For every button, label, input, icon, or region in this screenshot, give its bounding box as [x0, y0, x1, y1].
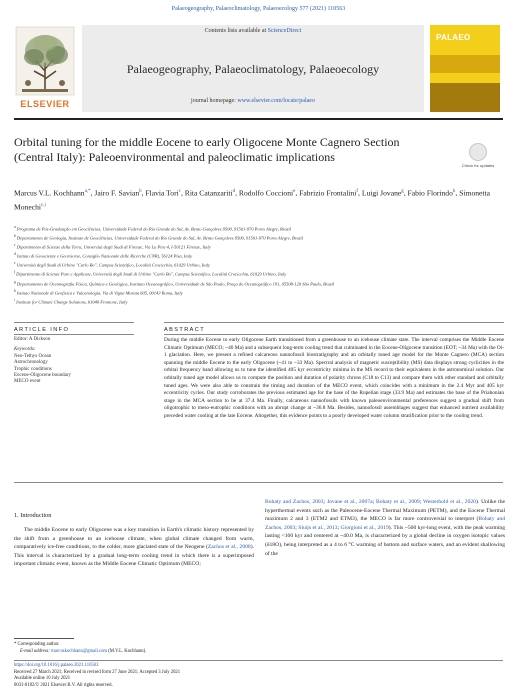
- reference-link[interactable]: Bohaty and Zachos, 2003: [265, 516, 505, 531]
- author-affiliation-marker[interactable]: c: [178, 189, 181, 194]
- author-affiliation-marker[interactable]: a,*: [84, 189, 91, 194]
- journal-header-box: [82, 25, 424, 112]
- author-name[interactable]: Fabrizio Frontalini: [299, 188, 357, 198]
- author-affiliation-marker[interactable]: g: [401, 189, 404, 194]
- email-line: [14, 649, 254, 656]
- author-affiliation-marker[interactable]: f: [356, 189, 359, 194]
- affiliation-item: [14, 269, 504, 278]
- affiliation-key: h: [14, 288, 16, 293]
- email-label: E-mail address:: [20, 648, 52, 654]
- introduction-left-column: [14, 526, 254, 569]
- affiliation-item: [14, 260, 504, 269]
- body-text: ;: [419, 499, 424, 505]
- keyword-item: Neo-Tethys Ocean: [14, 353, 52, 359]
- affiliation-key: i: [14, 297, 15, 302]
- affiliation-text: Departamento de Oceanografia Física, Química e Geológica, Instituto Oceanográfico, Universidade de São Paulo, Praça do Oceanográfico 191, 05508-120 São Paulo, Brazil: [15, 281, 335, 287]
- reference-link[interactable]: Westerhold et al., 2020: [423, 499, 476, 505]
- author-name[interactable]: Simonetta Monechi: [14, 188, 490, 212]
- sciencedirect-link[interactable]: ScienceDirect: [267, 28, 302, 34]
- body-text: ). This ~500 kyr-long event, with the peak warming lasting <100 kyr and centered at ~40.0 Ma, is characterized by a global decline in oxygen isotopic values (δ18O), being interpreted as a 4 to 6 °C warming of bottom and surface waters, and an evident shallowing of the: [265, 524, 506, 557]
- author-separator: ,: [180, 188, 185, 198]
- doi-link[interactable]: https://doi.org/10.1016/j.palaeo.2021.110563: [14, 663, 99, 668]
- affiliation-list: [14, 224, 504, 306]
- author-name[interactable]: Marcus V.L. Kochhann: [14, 188, 85, 198]
- affiliation-item: [14, 297, 504, 306]
- reference-link[interactable]: Bohaty and Zachos, 2003: [265, 499, 324, 505]
- homepage-prefix: journal homepage:: [191, 98, 238, 104]
- homepage-line: [82, 98, 424, 104]
- cover-photo-band: [430, 83, 500, 112]
- affiliation-item: [14, 224, 504, 233]
- author-affiliation-marker[interactable]: e: [293, 189, 296, 194]
- body-text: ). Unlike the hyperthermal events such as the Paleocene-Eocene Thermal Maximum (PETM), and the Eocene Thermal maximum 2 and 3 (ETM2 and ETM3), the MECO is far more controversial to interpret (: [265, 499, 505, 523]
- cover-label: PALAEO: [436, 33, 471, 42]
- corresponding-author-footnote: [14, 642, 254, 655]
- keyword-item: Eocene-Oligocene boundary: [14, 373, 72, 379]
- affiliation-text: Università degli Studi di Urbino "Carlo Bo", Campus Scientifico, Località Crocicchia, 61029 Urbino, Italy: [15, 262, 210, 268]
- affiliation-item: [14, 288, 504, 297]
- affiliation-item: [14, 251, 504, 260]
- email-owner: (M.V.L. Kochhann).: [107, 648, 147, 654]
- reference-link[interactable]: Sluijs et al., 2013: [298, 524, 338, 531]
- reference-link[interactable]: Giorgioni et al., 2019: [340, 524, 389, 531]
- body-text: ;: [337, 524, 341, 531]
- available-online: Available online 10 July 2021: [14, 676, 71, 682]
- cover-stripe: [430, 55, 500, 73]
- author-separator: ,: [358, 188, 362, 198]
- body-text: ;: [372, 499, 376, 505]
- introduction-right-column: [265, 498, 505, 558]
- elsevier-tree-logo: [14, 25, 76, 107]
- affiliation-item: [14, 279, 504, 288]
- journal-title[interactable]: Palaeogeography, Palaeoclimatology, Palaeoecology: [126, 62, 380, 76]
- body-text: ). This interval is characterized by a gradual long-term cooling trend in which there is a superimposed important climatic event, known as the Middle Eocene Climatic Optimum (MECO;: [14, 544, 254, 568]
- affiliation-key: d: [14, 252, 16, 257]
- check-for-updates-badge[interactable]: [458, 143, 498, 177]
- homepage-link[interactable]: www.elsevier.com/locate/palaeo: [237, 98, 315, 104]
- author-name[interactable]: Rita Catanzariti: [184, 188, 233, 198]
- affiliation-text: Istituto di Geoscienze e Georisorse, Consiglio Nazionale delle Ricerche (CNR), 56124 Pisa, Italy: [15, 253, 193, 259]
- footer-divider: [14, 660, 503, 661]
- divider-left: [14, 322, 134, 323]
- body-text: The middle Eocene to early Oligocene was a key transition in Earth's climatic history represented by the shift from a greenhouse to an icehouse climate, when global climate changed from warm, comparatively ice-free conditions, to the colder, more glaciated state of the Neogene (: [14, 527, 254, 551]
- elsevier-wordmark[interactable]: ELSEVIER: [20, 99, 70, 109]
- check-updates-label: Check for updates: [461, 163, 495, 168]
- affiliation-key: g: [14, 279, 16, 284]
- abstract-text: During the middle Eocene to early Oligocene Earth transitioned from a greenhouse to an icehouse climate state. The interval comprises the Middle Eocene Climatic Optimum (MECO; ~40 Ma) and a subsequent long-term cooling trend that culminated in the Eocene-Oligocene transition (EOT; ~34 Ma) with the Oi-1 glaciation. Here, we present a refined calcareous nannofossil biostratigraphy and an orbitally tuned age model for the Monte Cagnero (MCA) section spanning the middle Eocene to the early Oligocene (~41 to ~33 Ma). Spectral analysis of magnetic susceptibility (MS) data displays strong cyclicities in the orbital frequency band allowing us to tune the identified 405 kyr eccentricity minima in the MS record to their equivalents in the astronomical solution. Our orbitally tuned age model allows us to compute the position and duration of polarity chrons (C18 to C13) and compare them with other standard and orbitally tuned ages. We were also able to constrain the timing and duration of the MECO event, which coincides with a minimum in the 2.4 Myr and 405 kyr eccentricity cycles. Our study corroborates the previous estimated age for the base of the Rupelian stage (33.9 Ma) and estimates the base of the Priabonian stage in the MCA section to be at 37.4 Ma. Finally, calcareous nannofossils with known paleoenvironmental preferences suggest a gradual shift from oligotrophic to meso-eutrophic conditions with an abrupt change at ~36.8 Ma. Besides, nannofossil assemblages suggest that enhanced nutrient availability preceded water cooling at the late Eocene. Altogether, this evidence points to a poorly developed water column stratification prior to the cooling trend.: [164, 337, 504, 419]
- received-dates: Received 27 March 2021; Received in revised form 27 June 2021; Accepted 3 July 2021: [14, 669, 181, 675]
- keyword-item: Trophic conditions: [14, 366, 52, 372]
- affiliation-item: [14, 233, 504, 242]
- keywords-label: Keywords:: [14, 347, 36, 353]
- body-text: ;: [323, 499, 327, 505]
- affiliation-key: b: [14, 234, 16, 239]
- article-footer: [14, 663, 314, 689]
- author-affiliation-marker[interactable]: d: [232, 189, 236, 194]
- reference-link[interactable]: Bohaty et al., 2009: [375, 499, 420, 505]
- footnote-divider: [14, 638, 74, 639]
- contents-line: [82, 28, 424, 34]
- editor-line: Editor: A Dickson: [14, 337, 51, 342]
- author-separator: ,: [403, 188, 408, 198]
- author-separator: ,: [235, 188, 239, 198]
- article-info-panel: [14, 337, 124, 386]
- body-text: ;: [295, 524, 299, 531]
- author-name[interactable]: Fabio Florindo: [407, 188, 453, 198]
- author-name[interactable]: Luigi Jovane: [361, 188, 402, 198]
- author-separator: ,: [141, 188, 146, 198]
- author-separator: ,: [455, 188, 460, 198]
- affiliation-text: Dipartimento di Scienze Pure e Applicate, Università degli Studi di Urbino "Carlo Bo", Campus Scientifico, Località Crocicchia, 61029 Urbino, Italy: [15, 271, 287, 277]
- author-list: [14, 186, 504, 213]
- author-separator: ,: [90, 188, 95, 198]
- author-name[interactable]: Rodolfo Coccioni: [238, 188, 294, 198]
- author-affiliation-marker[interactable]: h: [452, 189, 456, 194]
- divider-right: [164, 322, 504, 323]
- copyright-line: 0031-0182/© 2021 Elsevier B.V. All rights reserved.: [14, 682, 113, 688]
- divider-left-2: [14, 334, 134, 335]
- header-divider: [14, 118, 503, 120]
- author-affiliation-marker[interactable]: b: [139, 189, 142, 194]
- affiliation-text: Dipartimento di Scienze della Terra, Università degli Studi di Firenze, Via La Pira 4, I-50121 Firenze, Italy: [15, 244, 211, 250]
- reference-link[interactable]: Jovane et al., 2007a: [326, 499, 373, 505]
- abstract-heading: ABSTRACT: [164, 327, 206, 333]
- author-affiliation-marker[interactable]: c,i: [41, 202, 46, 208]
- contents-prefix: Contents lists available at: [204, 28, 268, 34]
- keyword-item: Astrochronology: [14, 360, 48, 366]
- affiliation-key: a: [14, 225, 16, 229]
- author-separator: ,: [295, 188, 300, 198]
- affiliation-key: f: [14, 270, 15, 275]
- email-link[interactable]: marcuskochhann@gmail.com: [51, 648, 108, 654]
- author-name[interactable]: Flavia Tori: [145, 188, 179, 198]
- affiliation-key: e: [14, 261, 16, 266]
- article-info-heading: ARTICLE INFO: [14, 327, 70, 333]
- affiliation-text: Departamento de Geologia, Instituto de Geociências, Universidade Federal do Rio Grande do Sul, Av. Bento Gonçalves 9500, 91501-970 Porto Alegre, Brazil: [15, 235, 303, 241]
- keyword-list: [14, 354, 124, 386]
- journal-citation[interactable]: Palaeogeography, Palaeoclimatology, Palaeoecology 577 (2021) 110563: [171, 6, 346, 12]
- author-name[interactable]: Jairo F. Savian: [94, 188, 140, 198]
- abstract-bottom-rule: [14, 482, 503, 483]
- corresponding-author-line: * Corresponding author.: [14, 642, 60, 647]
- affiliation-key: c: [14, 243, 16, 248]
- affiliation-text: Programa de Pós-Graduação em Geociências, Universidade Federal do Rio Grande do Sul, Av. Bento Gonçalves 9500, 91501-970 Porto Alegre, Brazil: [15, 226, 292, 232]
- article-title: Orbital tuning for the middle Eocene to early Oligocene Monte Cagnero Section (Central Italy): Paleoenvironmental and paleoclimatic implications: [14, 135, 400, 164]
- divider-right-2: [164, 334, 504, 335]
- journal-cover-thumbnail[interactable]: [430, 25, 500, 112]
- affiliation-text: Institute for Climate Change Solutions, 61040 Frontone, Italy: [15, 299, 128, 305]
- affiliation-item: [14, 242, 504, 251]
- check-updates-icon: [469, 143, 487, 161]
- keyword-item: MECO event: [14, 379, 41, 385]
- introduction-heading: 1. Introduction: [14, 512, 52, 519]
- reference-link[interactable]: Zachos et al., 2008: [207, 544, 251, 551]
- affiliation-text: Istituto Nazionale di Geofisica e Vulcanologia, Via di Vigna Murata 605, 00143 Roma, Italy: [15, 290, 183, 296]
